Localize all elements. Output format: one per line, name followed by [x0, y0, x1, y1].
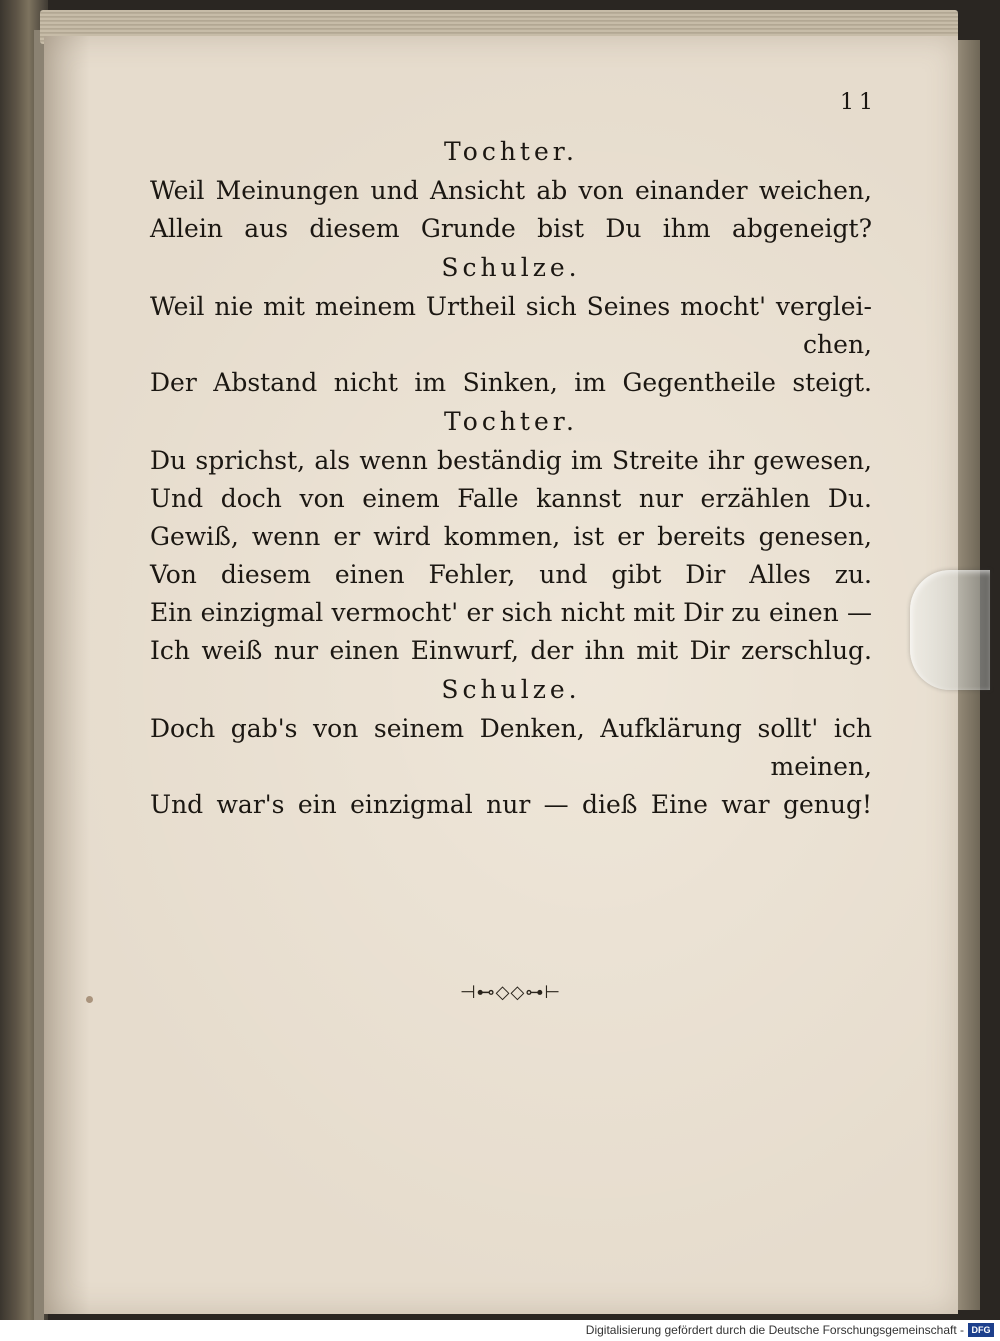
book-binding: [0, 0, 48, 1320]
verse-continuation: chen,: [803, 330, 872, 359]
speaker-label: Tochter.: [444, 137, 578, 166]
binding-inner-edge: [34, 30, 44, 1320]
verse-line: Ich weiß nur einen Einwurf, der ihn mit Dir zerschlug.: [150, 636, 872, 665]
poem-text: [150, 132, 872, 824]
verse-line: Der Abstand nicht im Sinken, im Gegentheile steigt.: [150, 368, 872, 397]
speaker-label: Tochter.: [444, 407, 578, 436]
verse-line: Von diesem einen Fehler, und gibt Dir Alles zu.: [150, 560, 872, 589]
dfg-logo-icon: DFG: [968, 1323, 994, 1337]
verse-line: Allein aus diesem Grunde bist Du ihm abgeneigt?: [150, 214, 872, 243]
verse-line: Und doch von einem Falle kannst nur erzählen Du.: [150, 484, 872, 513]
ornament-divider: ⊣⊷◇◇⊶⊢: [460, 982, 562, 1003]
verse-line: Du sprichst, als wenn beständig im Streite ihr gewesen,: [150, 446, 872, 475]
verse-line: Und war's ein einzigmal nur — dieß Eine war genug!: [150, 790, 872, 819]
verse-continuation: meinen,: [770, 752, 872, 781]
verse-line: Weil nie mit meinem Urtheil sich Seines mocht' verglei-: [150, 292, 872, 321]
speaker-label: Schulze.: [441, 675, 581, 704]
page-number: 11: [840, 90, 878, 115]
speaker-label: Schulze.: [441, 253, 581, 282]
page-clip: [910, 570, 990, 690]
verse-line: Weil Meinungen und Ansicht ab von einander weichen,: [150, 176, 872, 205]
verse-line: Ein einzigmal vermocht' er sich nicht mit Dir zu einen —: [150, 598, 872, 627]
footer-credit: Digitalisierung gefördert durch die Deutsche Forschungsgemeinschaft -: [585, 1323, 964, 1337]
verse-line: Gewiß, wenn er wird kommen, ist er bereits genesen,: [150, 522, 872, 551]
paper-stain: [86, 996, 93, 1003]
verse-line: Doch gab's von seinem Denken, Aufklärung sollt' ich: [150, 714, 872, 743]
